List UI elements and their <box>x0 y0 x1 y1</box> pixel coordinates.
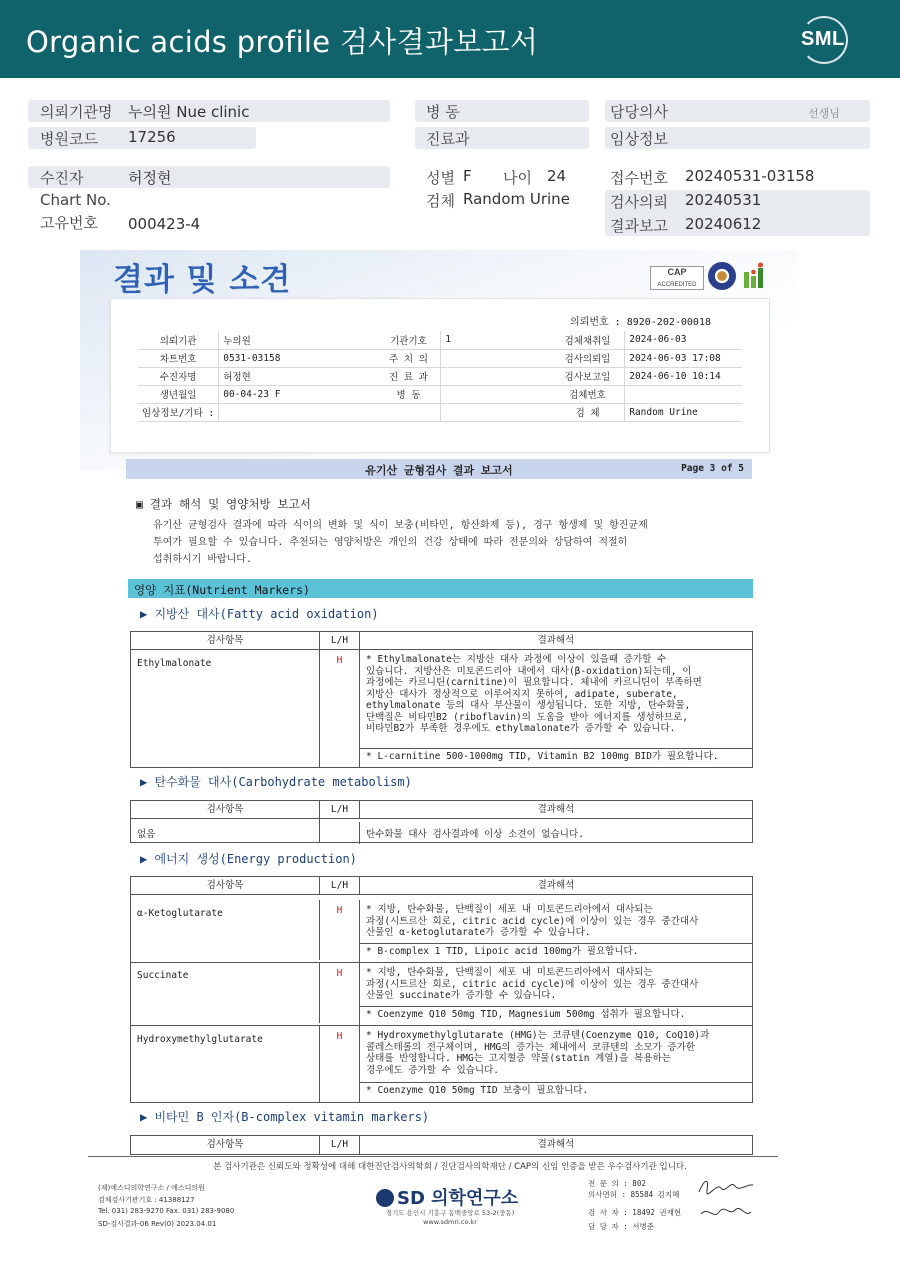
accreditation-note: 본 검사기관은 신뢰도와 정확성에 대해 대한진단검사의학회 / 진단검사의학재단 / CAP의 신임 인증을 받은 우수검사기관 입니다. <box>213 1162 687 1172</box>
license-line: 의사면허 : 85584 김지혜 <box>588 1190 680 1199</box>
item-name: Succinate <box>137 970 189 981</box>
info-row <box>138 403 742 421</box>
result-line: 단백질은 비타민B2 (riboflavin)의 도움을 받아 에너지를 생성하므로, <box>366 711 689 723</box>
nutrient-markers-band <box>128 579 753 598</box>
ic-value: Random Urine <box>625 403 742 421</box>
result-cell <box>359 650 752 767</box>
signature-icon <box>695 1202 755 1224</box>
result-line: * 지방, 탄수화물, 단백질이 세포 내 미토콘드리아에서 대사되는 <box>366 904 653 915</box>
result-line: 있습니다. 지방산은 미토콘드리아 내에서 대사(β-oxidation)되는데, 이 <box>366 665 692 677</box>
lh-flag: H <box>319 1026 359 1102</box>
lh-flag: H <box>319 900 359 960</box>
divider <box>360 1082 753 1083</box>
table-header <box>131 632 752 650</box>
cap-badge-sub: ACCREDITED <box>657 282 697 288</box>
result-line: 지방산 대사가 정상적으로 이루어지지 못하여, adipate, suberate, <box>366 688 678 700</box>
lh-flag: H <box>319 650 359 767</box>
specimen-value: Random Urine <box>463 190 570 208</box>
ic-value: 누의원 <box>219 331 377 349</box>
patient-value: 허정현 <box>128 169 172 187</box>
ic-value: 00-04-23 F <box>219 385 377 403</box>
age-label: 나이 <box>503 169 532 187</box>
ic-label: 검체채취일 <box>551 331 625 349</box>
col-result-header: 결과해석 <box>359 801 752 819</box>
divider <box>360 1006 753 1007</box>
energy-table <box>130 876 753 1103</box>
page-title: Organic acids profile 검사결과보고서 <box>26 25 539 59</box>
ic-value: 2024-06-03 17:08 <box>625 349 742 367</box>
ward-label: 병 동 <box>426 103 460 121</box>
result-cell <box>359 900 752 962</box>
ic-label: 차트번호 <box>138 349 219 367</box>
ic-value: 1 <box>441 331 551 349</box>
result-line: 과정(시트르산 회로, citric acid cycle)에 이상이 있는 경우 중간대사 <box>366 978 699 990</box>
result-line: * Hydroxymethylglutarate (HMG)는 코큐텐(Coenzyme Q10, CoQ10)과 <box>366 1030 710 1041</box>
society-seal-icon <box>708 262 736 290</box>
ic-label: 주 치 의 <box>377 349 441 367</box>
doctor-label: 담당의사 <box>610 103 668 121</box>
ic-label: 생년월일 <box>138 385 219 403</box>
prescription-line: * B-complex 1 TID, Lipoic acid 100mg가 필요합니다. <box>366 946 639 957</box>
footer-form-id: SD-검사결과-06 Rev(0) 2023.04.01 <box>98 1220 217 1228</box>
ic-value <box>219 403 377 421</box>
col-item-header: 검사항목 <box>206 804 244 815</box>
fatty-acid-table <box>130 631 753 768</box>
result-line: 상태를 반영합니다. HMG는 고지혈증 약물(statin 계열)을 복용하는 <box>366 1053 671 1064</box>
footer-divider <box>88 1156 778 1157</box>
ic-label: 검체번호 <box>551 385 625 403</box>
sd-brand-logo <box>376 1184 518 1210</box>
ic-label: 의뢰기관 <box>138 331 219 349</box>
result-cell <box>359 963 752 1025</box>
specimen-label: 검체 <box>426 192 455 210</box>
section-body-line: 투여가 필요할 수 있습니다. 추천되는 영양처방은 개인의 건강 상태에 따라 전문의와 상담하여 적절히 <box>153 537 628 548</box>
ic-value <box>441 403 551 421</box>
carb-heading: ▶ 탄수화물 대사(Carbohydrate metabolism) <box>140 775 412 789</box>
section-body-line: 유기산 균형검사 결과에 따라 식이의 변화 및 식이 보충(비타민, 항산화제 등), 경구 항생제 및 항진균제 <box>153 520 648 531</box>
nutrient-markers-title: 영양 지표(Nutrient Markers) <box>134 583 310 597</box>
prescription-line: * Coenzyme Q10 50mg TID 보충이 필요합니다. <box>366 1085 589 1096</box>
sd-logo-icon <box>376 1189 394 1207</box>
result-line: 산물인 succinate가 증가할 수 있습니다. <box>366 990 557 1001</box>
footer-code: 검체검사기관기호 : 41388127 <box>98 1196 195 1204</box>
col-lh-header: L/H <box>319 632 359 650</box>
col-result-header: 결과해석 <box>359 877 752 895</box>
col-lh-header: L/H <box>319 1136 359 1154</box>
info-row <box>138 385 742 403</box>
ic-label: 검사의뢰일 <box>551 349 625 367</box>
institution-value: 누의원 Nue clinic <box>128 103 250 121</box>
ic-label <box>377 403 441 421</box>
lh-empty <box>319 819 359 842</box>
department-label: 진료과 <box>426 130 470 148</box>
prescription-line: * L-carnitine 500-1000mg TID, Vitamin B2 100mg BID가 필요합니다. <box>366 751 719 762</box>
vitamin-b-heading: ▶ 비타민 B 인자(B-complex vitamin markers) <box>140 1110 430 1124</box>
lh-flag: H <box>319 963 359 1023</box>
ic-value: 0531-03158 <box>219 349 377 367</box>
item-name: α-Ketoglutarate <box>137 908 223 919</box>
item-name: 없음 <box>137 829 156 840</box>
sex-label: 성별 <box>426 169 455 187</box>
fatty-acid-heading: ▶ 지방산 대사(Fatty acid oxidation) <box>140 607 379 621</box>
col-item-header: 검사항목 <box>206 635 244 646</box>
result-line: 경우에도 증가할 수 있습니다. <box>366 1064 500 1076</box>
result-line: 과정에는 카르니틴(carnitine)이 필요합니다. 체내에 카르니틴이 부족하면 <box>366 677 702 688</box>
sd-brand-name: SD 의학연구소 <box>397 1188 519 1209</box>
footer-org: (재)에스디의학연구소 / 에스디의원 <box>98 1184 205 1192</box>
section-heading: ▣ 결과 해석 및 영양처방 보고서 <box>136 497 311 511</box>
ic-value <box>441 349 551 367</box>
receipt-value: 20240531-03158 <box>685 167 815 185</box>
unique-label: 고유번호 <box>40 214 98 232</box>
divider <box>360 748 753 749</box>
cap-accredited-badge <box>650 266 704 290</box>
carb-table <box>130 800 753 843</box>
signature-icon <box>695 1176 755 1198</box>
prescription-line: * Coenzyme Q10 50mg TID, Magnesium 500mg 섭취가 필요합니다. <box>366 1009 686 1020</box>
table-header <box>131 801 752 819</box>
col-result-header: 결과해석 <box>359 1136 752 1154</box>
ic-label: 검 체 <box>551 403 625 421</box>
ic-label: 검사보고일 <box>551 367 625 385</box>
manager-line: 담 당 자 : 서병준 <box>588 1222 655 1231</box>
report-title-bar <box>126 459 752 479</box>
col-lh-header: L/H <box>319 877 359 895</box>
ic-label: 임상정보/기타 : <box>138 403 219 421</box>
patient-label: 수진자 <box>40 169 84 187</box>
energy-heading: ▶ 에너지 생성(Energy production) <box>140 852 357 866</box>
examiner-line: 검 사 자 : 18492 권재현 <box>588 1208 682 1217</box>
item-name: Ethylmalonate <box>137 658 212 669</box>
info-row <box>138 331 742 349</box>
footer-phone: Tel. 031) 283-9270 Fax. 031) 283-9080 <box>98 1207 235 1215</box>
request-number: 의뢰번호 : 8920-202-00018 <box>570 317 711 328</box>
result-line: * 지방, 탄수화물, 단백질이 세포 내 미토콘드리아에서 대사되는 <box>366 967 653 978</box>
ic-value: 허정현 <box>219 367 377 385</box>
ic-label: 진 료 과 <box>377 367 441 385</box>
request-value: 20240531 <box>685 191 762 209</box>
report-heading: 결과 및 소견 <box>113 262 292 298</box>
hospital-code-value: 17256 <box>128 128 176 146</box>
col-item-header: 검사항목 <box>206 1139 244 1150</box>
report-label: 결과보고 <box>610 217 668 235</box>
logo-text: SML <box>801 28 845 50</box>
info-row <box>138 349 742 367</box>
footer-address: 경기도 용인시 기흥구 동백중앙로 53-2(중동) <box>385 1209 515 1217</box>
clinical-info-label: 임상정보 <box>610 130 668 148</box>
ic-value <box>625 385 742 403</box>
item-name: Hydroxymethylglutarate <box>137 1034 263 1045</box>
result-line: 콜레스테롤의 전구체이며, HMG의 증가는 체내에서 코큐텐의 소모가 증가한 <box>366 1041 696 1053</box>
sml-logo <box>796 12 854 66</box>
ic-label: 기관기호 <box>377 331 441 349</box>
result-line: 산물인 α-ketoglutarate가 증가할 수 있습니다. <box>366 927 591 938</box>
table-header <box>131 1136 752 1154</box>
lri-logo-icon <box>742 262 768 290</box>
vitamin-b-table <box>130 1135 753 1155</box>
unique-value: 000423-4 <box>128 215 201 233</box>
chart-label: Chart No. <box>40 191 111 209</box>
specialist-line: 전 문 의 : 802 <box>588 1179 646 1188</box>
ic-label: 병 동 <box>377 385 441 403</box>
result-cell <box>359 1026 752 1102</box>
footer-website: www.sdmri.co.kr <box>423 1218 477 1226</box>
receipt-label: 접수번호 <box>610 169 668 187</box>
section-body-line: 섭취하시기 바랍니다. <box>153 554 252 565</box>
doctor-suffix: 선생님 <box>808 107 840 120</box>
hospital-code-label: 병원코드 <box>40 130 98 148</box>
ic-value <box>441 385 551 403</box>
result-line: 과정(시트르산 회로, citric acid cycle)에 이상이 있는 경우 중간대사 <box>366 915 699 927</box>
report-title: 유기산 균형검사 결과 보고서 <box>365 464 513 477</box>
header-bar <box>0 0 900 78</box>
col-result-header: 결과해석 <box>359 632 752 650</box>
result-line: 비타민B2가 부족한 경우에도 ethylmalonate가 증가할 수 있습니다. <box>366 723 676 734</box>
result-line: 탄수화물 대사 검사결과에 이상 소견이 없습니다. <box>359 822 752 844</box>
patient-info-table <box>138 331 742 422</box>
sex-value: F <box>463 167 472 185</box>
table-header <box>131 877 752 895</box>
ic-value <box>441 367 551 385</box>
page-number: Page 3 of 5 <box>681 463 744 474</box>
cap-badge-text: CAP <box>667 267 687 277</box>
age-value: 24 <box>547 167 567 185</box>
institution-label: 의뢰기관명 <box>40 103 113 121</box>
ic-value: 2024-06-10 10:14 <box>625 367 742 385</box>
col-item-header: 검사항목 <box>206 880 244 891</box>
result-line: * Ethylmalonate는 지방산 대사 과정에 이상이 있을때 증가할 수 <box>366 654 667 665</box>
col-lh-header: L/H <box>319 801 359 819</box>
ic-label: 수진자명 <box>138 367 219 385</box>
request-label: 검사의뢰 <box>610 193 668 211</box>
result-line: ethylmalonate 등의 대사 부산물이 생성됩니다. 또한 지방, 탄수화물, <box>366 700 691 711</box>
report-value: 20240612 <box>685 215 762 233</box>
divider <box>360 943 753 944</box>
ic-value: 2024-06-03 <box>625 331 742 349</box>
info-row <box>138 367 742 385</box>
